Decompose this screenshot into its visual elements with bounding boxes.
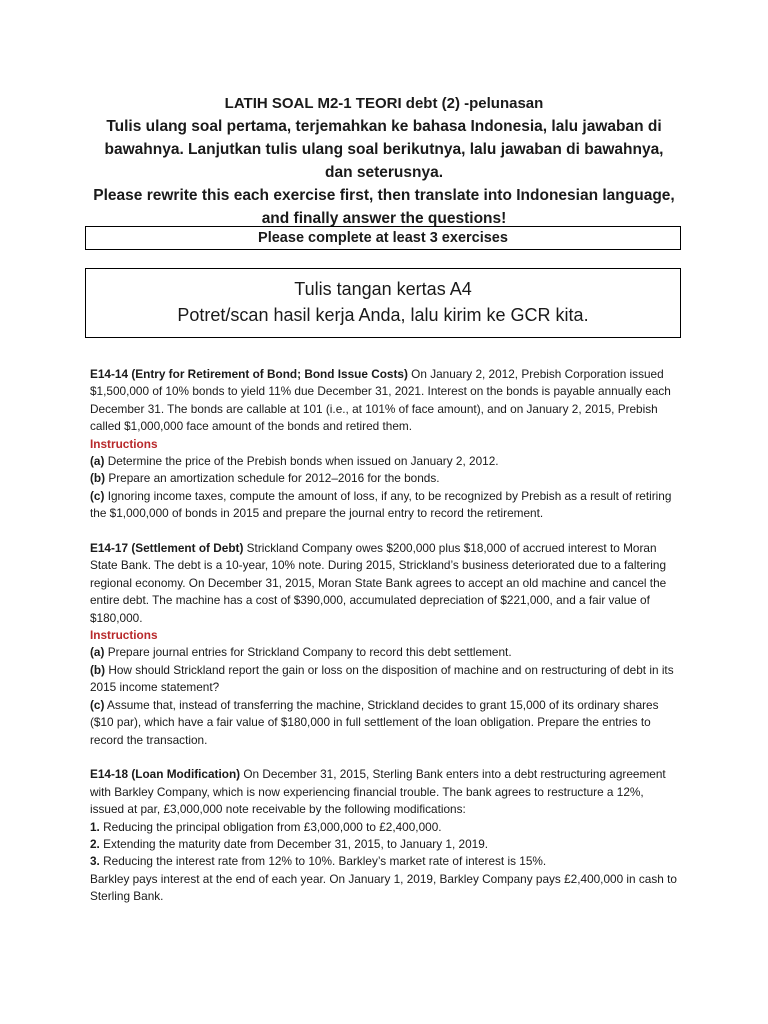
submission-line-2: Potret/scan hasil kerja Anda, lalu kirim ke GCR kita. — [177, 305, 589, 325]
modification-number: 3. — [90, 854, 100, 869]
submission-line-1: Tulis tangan kertas A4 — [294, 279, 472, 299]
modification-text: Reducing the interest rate from 12% to 10%. Barkley’s market rate of interest is 15%. — [99, 854, 547, 869]
exercise-paragraph — [90, 366, 680, 436]
exercise-body: On January 2, 2012, Prebish Corporation issued $1,500,000 of 10% bonds to yield 11% due December 31, 2021. Interest on the bonds is payable annually each December 31. The bonds are callable at 101 (i.e., at 101% of face amount), and on January 2, 2015, Prebish called $1,000,000 face amount of the bonds and retired them. — [90, 367, 671, 434]
question-label: (a) — [90, 645, 105, 660]
instructions-label: Instructions — [90, 628, 158, 643]
exercise-body: On December 31, 2015, Sterling Bank enters into a debt restructuring agreement with Barkley Company, which is now experiencing financial trouble. The bank agrees to restructure a 12%, issued at par, £3,000,000 note receivable by the following modifications: — [90, 767, 666, 817]
submission-box — [85, 268, 681, 338]
exercise-heading: E14-18 (Loan Modification) — [90, 767, 241, 782]
page-title: LATIH SOAL M2-1 TEORI debt (2) -pelunasan — [224, 95, 544, 112]
exercise-e14-17 — [90, 540, 680, 749]
exercise-heading: E14-14 (Entry for Retirement of Bond; Bond Issue Costs) — [90, 367, 408, 381]
modification-3 — [90, 853, 680, 870]
question-label: (c) — [90, 697, 105, 712]
instruction-line-3: dan seterusnya. — [324, 164, 444, 181]
exercise-paragraph — [90, 540, 680, 627]
header — [80, 92, 688, 230]
question-b — [90, 662, 680, 697]
instruction-line-1: Tulis ulang soal pertama, terjemahkan ke bahasa Indonesia, lalu jawaban di — [106, 118, 662, 135]
requirement-box: Please complete at least 3 exercises — [85, 226, 681, 250]
question-text: Prepare journal entries for Strickland Company to record this debt settlement. — [104, 645, 512, 660]
question-text: Assume that, instead of transferring the machine, Strickland decides to grant 15,000 of its ordinary shares ($10 par), which have a fair value of $180,000 in full settlement of the loan obligation. Prepare the entries to record the transaction. — [90, 697, 659, 747]
exercise-paragraph — [90, 766, 680, 818]
question-a — [90, 644, 680, 661]
question-c — [90, 697, 680, 749]
exercise-body: Strickland Company owes $200,000 plus $18,000 of accrued interest to Moran State Bank. The debt is a 10-year, 10% note. During 2015, Strickland’s business deteriorated due to a faltering regional economy. On December 31, 2015, Moran State Bank agrees to accept an old machine and cancel the entire debt. The machine has a cost of $390,000, accumulated depreciation of $221,000, and a fair value of $180,000. — [90, 541, 667, 625]
modification-text: Extending the maturity date from December 31, 2015, to January 1, 2019. — [99, 836, 489, 851]
modification-number: 2. — [90, 836, 100, 851]
modification-text: Reducing the principal obligation from £3,000,000 to £2,400,000. — [99, 819, 442, 834]
question-text: Ignoring income taxes, compute the amount of loss, if any, to be recognized by Prebish as a result of retiring the $1,000,000 of bonds in 2015 and prepare the journal entry to record the retirement. — [90, 488, 672, 521]
instruction-line-4: Please rewrite this each exercise first, then translate into Indonesian language, — [93, 187, 675, 204]
exercise-e14-18 — [90, 766, 680, 905]
exercises — [90, 366, 680, 923]
question-text: Prepare an amortization schedule for 2012–2016 for the bonds. — [105, 471, 440, 486]
question-b — [90, 470, 680, 487]
question-a — [90, 453, 680, 470]
exercise-heading: E14-17 (Settlement of Debt) — [90, 541, 244, 556]
closing-paragraph: Barkley pays interest at the end of each year. On January 1, 2019, Barkley Company pays £2,400,000 in cash to Sterling Bank. — [90, 871, 677, 904]
modification-number: 1. — [90, 819, 100, 834]
question-label: (a) — [90, 454, 105, 469]
question-label: (c) — [90, 488, 105, 503]
exercise-e14-14 — [90, 366, 680, 523]
modification-2 — [90, 836, 680, 853]
question-c — [90, 488, 680, 523]
question-text: How should Strickland report the gain or loss on the disposition of machine and on restructuring of debt in its 2015 income statement? — [90, 662, 674, 695]
question-text: Determine the price of the Prebish bonds when issued on January 2, 2012. — [104, 454, 499, 469]
instruction-line-5: and finally answer the questions! — [261, 210, 507, 227]
instruction-line-2: bawahnya. Lanjutkan tulis ulang soal berikutnya, lalu jawaban di bawahnya, — [104, 141, 664, 158]
instructions-label: Instructions — [90, 436, 158, 451]
modification-1 — [90, 819, 680, 836]
question-label: (b) — [90, 471, 106, 486]
question-label: (b) — [90, 662, 106, 677]
